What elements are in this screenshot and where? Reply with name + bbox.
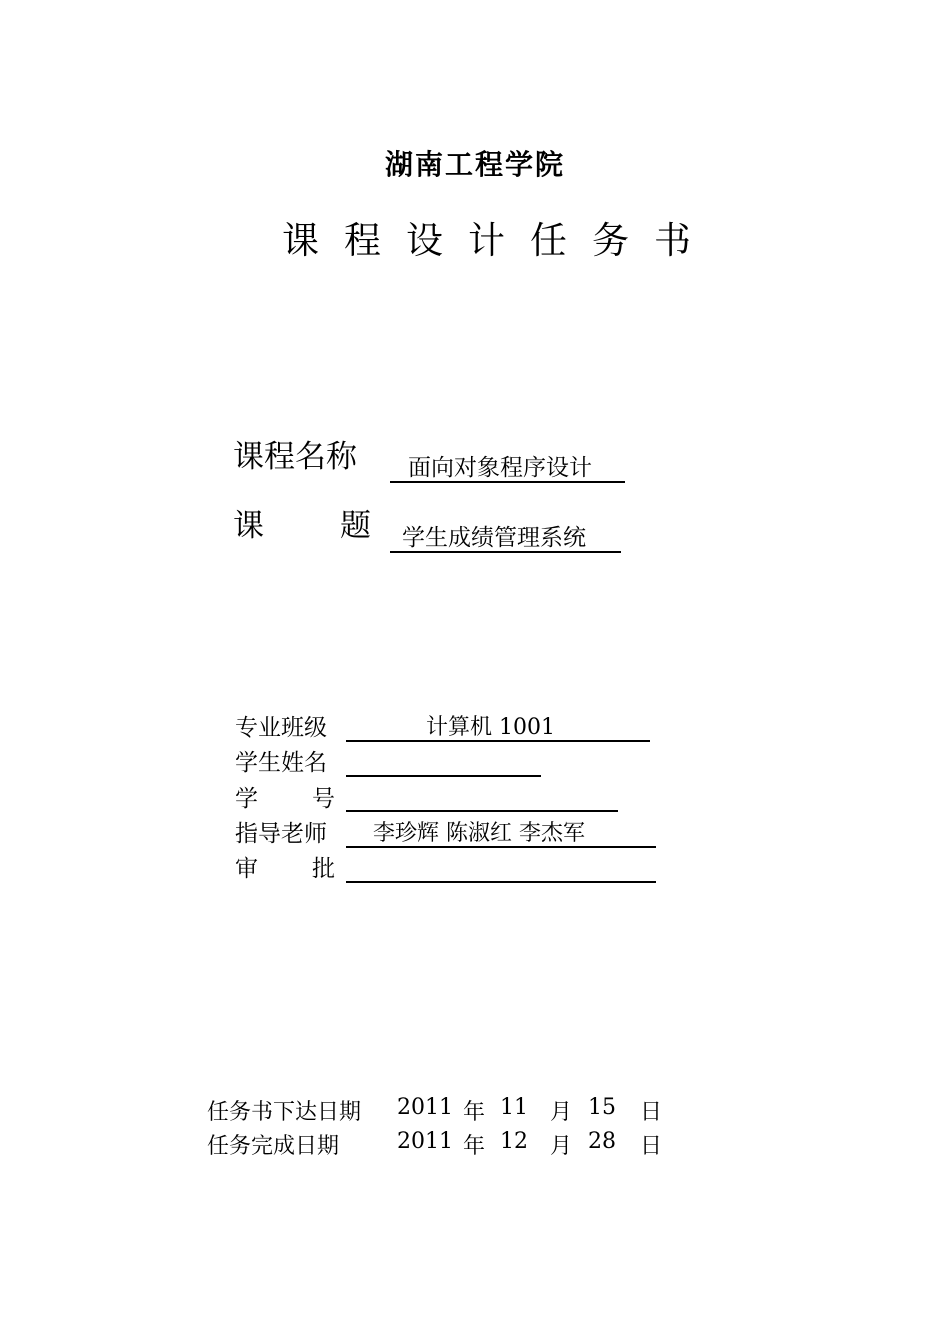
topic-label-char-2: 题 [340,508,371,544]
student-name-underline [346,775,541,777]
approval-label [235,850,335,883]
advisor-label: 指导老师 [235,821,327,847]
complete-date-row [0,1129,950,1159]
topic-label [233,500,371,545]
course-name-value: 面向对象程序设计 [408,455,592,481]
course-name-underline [390,481,625,483]
student-id-label [235,780,335,813]
issue-year: 2011 [397,1095,453,1120]
issue-month-unit: 月 [550,1100,573,1125]
student-name-label: 学生姓名 [235,750,327,776]
issue-date-row [0,1095,950,1125]
document-title: 课程设计任务书 [282,219,716,262]
approval-underline [346,881,656,883]
issue-year-unit: 年 [463,1100,486,1125]
advisor-value: 李珍辉 陈淑红 李杰军 [373,821,585,846]
issue-day-unit: 日 [640,1100,663,1125]
issue-date-label: 任务书下达日期 [207,1100,362,1125]
complete-year-unit: 年 [463,1134,486,1159]
approval-label-char-2: 批 [312,856,335,882]
complete-date-label: 任务完成日期 [207,1134,340,1159]
complete-day-unit: 日 [640,1134,663,1159]
student-id-label-char-1: 学 [235,786,258,812]
complete-month-unit: 月 [550,1134,573,1159]
issue-day: 15 [588,1095,616,1120]
student-id-label-char-2: 号 [312,786,335,812]
complete-month: 12 [500,1129,528,1154]
approval-label-char-1: 审 [235,856,258,882]
topic-underline [390,551,621,553]
complete-year: 2011 [397,1129,453,1154]
issue-month: 11 [500,1095,528,1120]
topic-label-char-1: 课 [233,508,264,544]
topic-value: 学生成绩管理系统 [402,525,586,551]
advisor-underline [346,846,656,848]
major-class-value: 计算机 1001 [426,715,555,740]
complete-day: 28 [588,1129,616,1154]
course-name-label: 课程名称 [233,439,357,475]
student-id-underline [346,810,618,812]
school-name: 湖南工程学院 [384,148,565,181]
major-class-label: 专业班级 [235,715,327,741]
major-class-underline [346,740,650,742]
